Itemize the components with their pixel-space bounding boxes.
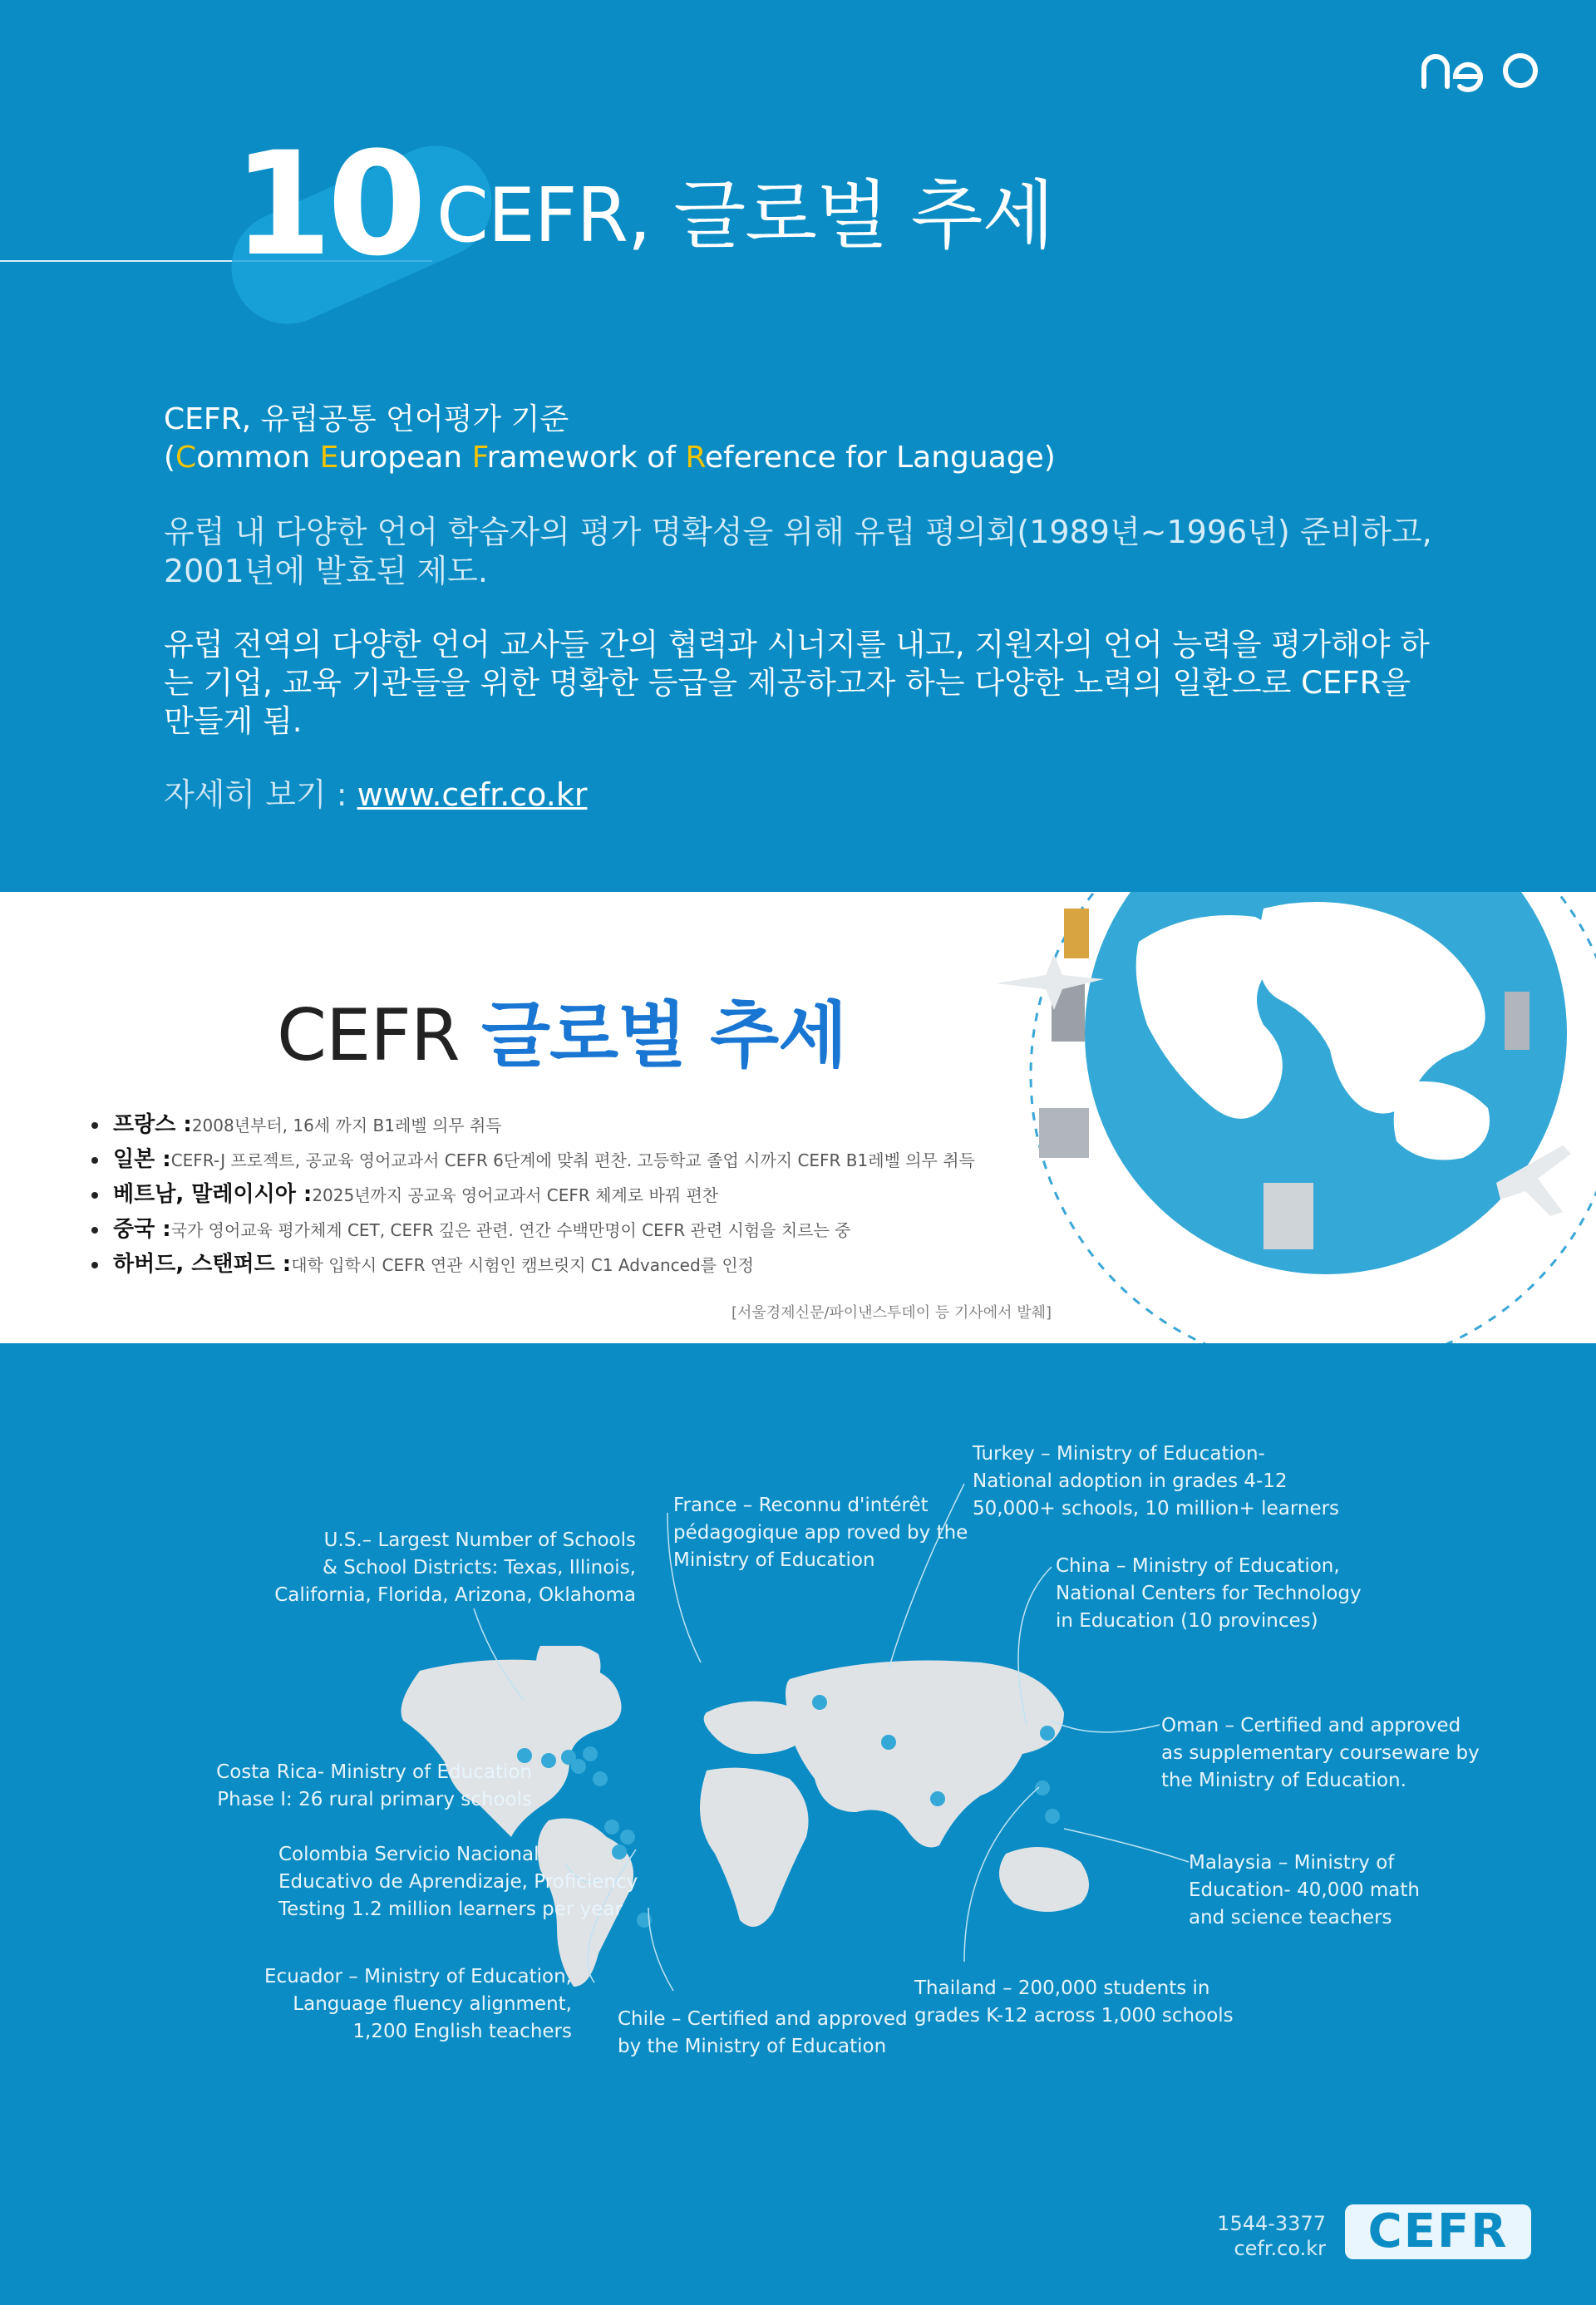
list-item: 하버드, 스탠퍼드 :대학 입학시 CEFR 연관 시험인 캠브릿지 C1 Advanced를 인정: [91, 1249, 975, 1284]
footer-contact: [1172, 2211, 1326, 2261]
list-item: 일본 :CEFR-J 프로젝트, 공교육 영어교과서 CEFR 6단계에 맞춰 편찬. 고등학교 졸업 시까지 CEFR B1레벨 의무 취득: [91, 1145, 975, 1180]
cefr-link[interactable]: www.cefr.co.kr: [357, 776, 588, 813]
trend-list: [91, 1110, 975, 1284]
page-title: CEFR, 글로벌 추세: [436, 172, 1054, 259]
intro-heading: CEFR, 유럽공통 언어평가 기준: [164, 402, 569, 436]
annotation-colombia: Colombia Servicio Nacional Educativo de Aprendizaje, Proficiency Testing 1.2 million learners per year: [278, 1844, 638, 1920]
annotation-france: France – Reconnu d'intérêt pédagogique app roved by the Ministry of Education: [673, 1495, 968, 1571]
intro-desc-2: 유럽 전역의 다양한 언어 교사들 간의 협력과 시너지를 내고, 지원자의 언어 능력을 평가해야 하 는 기업, 교육 기관들을 위한 명확한 등급을 제공하고자 하는 다양한 노력의 일환으로 CEFR을 만들게 됨.: [164, 627, 1430, 739]
list-item: 프랑스 :2008년부터, 16세 까지 B1레벨 의무 취득: [91, 1110, 975, 1145]
globe-illustration: [989, 892, 1596, 1343]
source-note: [서울경제신문/파이낸스투데이 등 기사에서 발췌]: [732, 1304, 1052, 1322]
annotation-turkey: Turkey – Ministry of Education- National adoption in grades 4-12 50,000+ schools, 10 million+ learners: [973, 1443, 1340, 1519]
neo-logo: [1417, 43, 1550, 93]
annotation-us: U.S.– Largest Number of Schools & School Districts: Texas, Illinois, California, Florida, Arizona, Oklahoma: [274, 1529, 636, 1606]
cefr-logo: CEFR: [1345, 2204, 1531, 2259]
intro-full-name: (Common European Framework of Reference for Language): [164, 441, 1056, 475]
annotation-chile: Chile – Certified and approved by the Ministry of Education: [618, 2008, 908, 2057]
intro-desc-1: 유럽 내 다양한 언어 학습자의 평가 명확성을 위해 유럽 평의회(1989년~1996년) 준비하고, 2001년에 발효된 제도.: [164, 514, 1432, 589]
world-map: [399, 1646, 1247, 1995]
footer-site: cefr.co.kr: [1234, 2237, 1326, 2260]
global-trend-panel: [0, 892, 1596, 1343]
panel-title: CEFR 글로벌 추세: [277, 994, 847, 1077]
list-item: 중국 :국가 영어교육 평가체계 CET, CEFR 깊은 관련. 연간 수백만명이 CEFR 관련 시험을 치르는 중: [91, 1214, 975, 1249]
footer-phone: 1544-3377: [1217, 2212, 1326, 2235]
intro: [164, 401, 1461, 814]
list-item: 베트남, 말레이시아 :2025년까지 공교육 영어교과서 CEFR 체계로 바꿔 편찬: [91, 1180, 975, 1214]
annotation-thailand: Thailand – 200,000 students in grades K-12 across 1,000 schools: [914, 1977, 1234, 2027]
annotation-china: China – Ministry of Education, National Centers for Technology in Education (10 provinces): [1056, 1555, 1362, 1632]
annotation-oman: Oman – Certified and approved as supplementary courseware by the Ministry of Education.: [1161, 1715, 1480, 1791]
hero: [0, 121, 1596, 316]
section-number: 10: [233, 121, 422, 288]
annotation-ecuador: Ecuador – Ministry of Education, Language fluency alignment, 1,200 English teachers: [264, 1966, 572, 2042]
annotation-malaysia: Malaysia – Ministry of Education- 40,000 math and science teachers: [1189, 1852, 1420, 1928]
annotation-costa-rica: Costa Rica- Ministry of Education Phase I: 26 rural primary schools: [216, 1761, 532, 1810]
more-info: 자세히 보기 : www.cefr.co.kr: [164, 776, 588, 813]
